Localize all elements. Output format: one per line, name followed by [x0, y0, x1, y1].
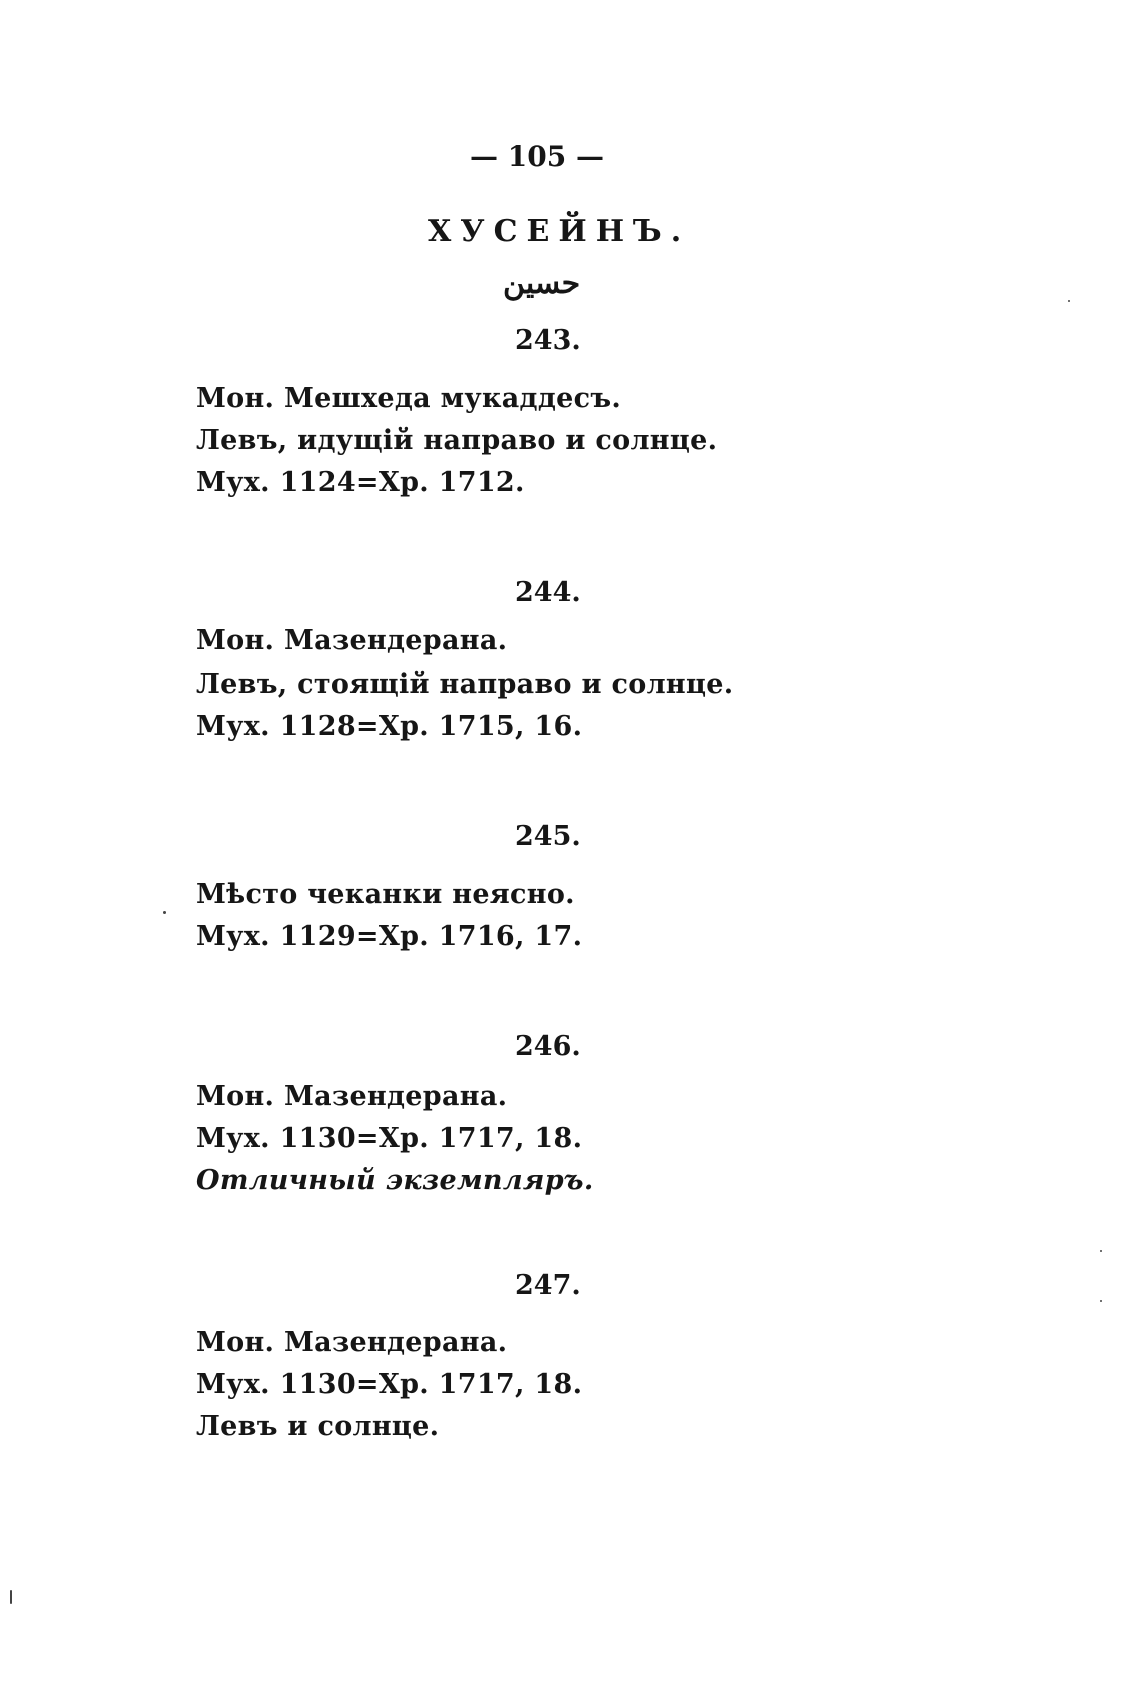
scan-speck	[10, 1590, 12, 1604]
page-number: — 105 —	[470, 140, 604, 173]
entry-number: 246.	[515, 1031, 581, 1062]
entry-line: Мон. Мазендерана.	[196, 1081, 508, 1112]
entry-line: Мѣсто чеканки неясно.	[196, 879, 575, 910]
entry-line: Мон. Мазендерана.	[196, 625, 508, 656]
arabic-name: حسين	[503, 266, 581, 301]
entry-number: 243.	[515, 325, 581, 356]
scan-speck	[1100, 1250, 1102, 1252]
entry-line: Мух. 1124=Хр. 1712.	[196, 467, 525, 498]
entry-line: Мон. Мешхеда мукаддесъ.	[196, 383, 622, 414]
entry-line: Мух. 1129=Хр. 1716, 17.	[196, 921, 583, 952]
entry-line: Левъ, стоящій направо и солнце.	[196, 669, 734, 700]
entry-line: Левъ, идущій направо и солнце.	[196, 425, 718, 456]
scan-speck	[163, 911, 166, 914]
entry-number: 245.	[515, 821, 581, 852]
entry-number: 247.	[515, 1270, 581, 1301]
entry-line: Мух. 1130=Хр. 1717, 18.	[196, 1123, 583, 1154]
entry-number: 244.	[515, 577, 581, 608]
entry-line: Мух. 1130=Хр. 1717, 18.	[196, 1369, 583, 1400]
entry-line: Мух. 1128=Хр. 1715, 16.	[196, 711, 583, 742]
entry-line: Мон. Мазендерана.	[196, 1327, 508, 1358]
section-heading: ХУСЕЙНЪ.	[428, 214, 691, 249]
scan-speck	[1068, 300, 1070, 302]
entry-line-italic: Отличный экземпляръ.	[196, 1165, 594, 1196]
entry-line: Левъ и солнце.	[196, 1411, 440, 1442]
scan-speck	[1100, 1300, 1102, 1302]
